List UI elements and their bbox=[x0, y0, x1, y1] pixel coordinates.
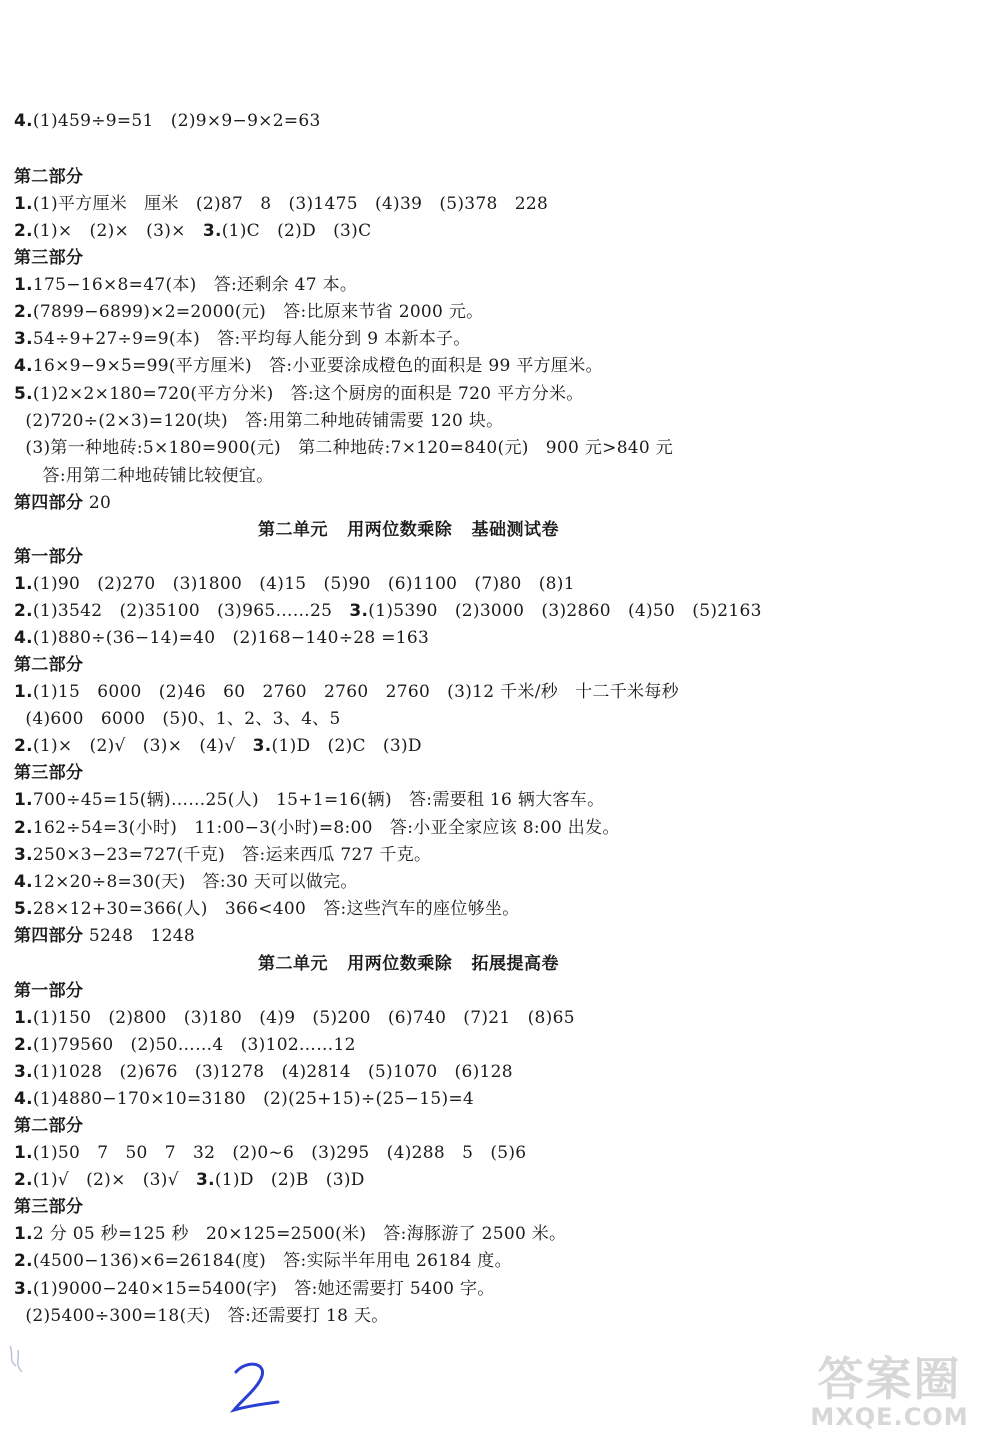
question-number: 1. bbox=[14, 1008, 33, 1028]
answer-line bbox=[14, 1305, 389, 1327]
answer-text: (1)√ (2)× (3)√ bbox=[32, 1170, 196, 1190]
answer-line bbox=[14, 437, 673, 459]
answer-line bbox=[14, 1142, 526, 1164]
part-heading-row bbox=[14, 492, 111, 514]
answer-text: (1)5390 (2)3000 (3)2860 (4)50 (5)2163 bbox=[368, 601, 762, 621]
answer-line bbox=[14, 789, 604, 811]
answer-text: (1)3542 (2)35100 (3)965……25 bbox=[32, 601, 350, 621]
watermark-bottom: MXQE.COM bbox=[810, 1403, 969, 1431]
part-heading-row bbox=[14, 925, 195, 947]
question-number: 4. bbox=[14, 872, 33, 892]
answer-text: (1)150 (2)800 (3)180 (4)9 (5)200 (6)740 (7)21 (8)65 bbox=[32, 1008, 575, 1028]
answer-text: (1)× (2)√ (3)× (4)√ bbox=[32, 736, 253, 756]
question-number: 1. bbox=[14, 1224, 33, 1244]
part-heading-row bbox=[14, 980, 83, 1002]
answer-text: (1)平方厘米 厘米 (2)87 8 (3)1475 (4)39 (5)378 228 bbox=[32, 194, 549, 214]
answer-text: (4)600 6000 (5)0、1、2、3、4、5 bbox=[14, 709, 341, 729]
part-heading: 第三部分 bbox=[14, 248, 84, 268]
question-number: 3. bbox=[349, 601, 369, 621]
answer-text: 54÷9+27÷9=9(本) 答:平均每人能分到 9 本新本子。 bbox=[32, 329, 471, 349]
answer-line bbox=[14, 735, 422, 757]
answer-line bbox=[14, 274, 357, 296]
question-number: 4. bbox=[14, 111, 33, 131]
answer-line bbox=[14, 573, 575, 595]
answer-line bbox=[14, 1034, 356, 1056]
answer-text: 28×12+30=366(人) 366<400 答:这些汽车的座位够坐。 bbox=[32, 899, 520, 919]
answer-text: (1)D (2)B (3)D bbox=[214, 1170, 365, 1190]
answer-line bbox=[14, 355, 603, 377]
answer-line bbox=[14, 383, 584, 405]
answer-text: 162÷54=3(小时) 11:00−3(小时)=8:00 答:小亚全家应该 8:00 出发。 bbox=[32, 818, 620, 838]
answer-text: (2)720÷(2×3)=120(块) 答:用第二种地砖铺需要 120 块。 bbox=[14, 411, 504, 431]
answer-text: 700÷45=15(辆)……25(人) 15+1=16(辆) 答:需要租 16 辆大客车。 bbox=[32, 790, 605, 810]
answer-line bbox=[14, 817, 620, 839]
answer-line bbox=[14, 328, 471, 350]
question-number: 3. bbox=[14, 1279, 33, 1299]
question-number: 3. bbox=[202, 221, 222, 241]
answer-text: (1)50 7 50 7 32 (2)0~6 (3)295 (4)288 5 (5)6 bbox=[32, 1143, 527, 1163]
question-number: 5. bbox=[14, 384, 33, 404]
answer-text: (1)79560 (2)50……4 (3)102……12 bbox=[32, 1035, 356, 1055]
question-number: 3. bbox=[14, 329, 33, 349]
answer-line bbox=[14, 1250, 512, 1272]
part-heading: 第二部分 bbox=[14, 655, 84, 675]
question-number: 1. bbox=[14, 574, 33, 594]
question-number: 2. bbox=[14, 302, 33, 322]
answer-line bbox=[14, 871, 358, 893]
question-number: 3. bbox=[195, 1170, 215, 1190]
section-title: 第二单元 用两位数乘除 拓展提高卷 bbox=[258, 954, 560, 974]
part-heading: 第一部分 bbox=[14, 547, 84, 567]
answer-text: 12×20÷8=30(天) 答:30 天可以做完。 bbox=[32, 872, 358, 892]
part-heading-row bbox=[14, 546, 83, 568]
part-heading-row bbox=[14, 1196, 83, 1218]
question-number: 1. bbox=[14, 275, 33, 295]
question-number: 2. bbox=[14, 818, 33, 838]
part-heading-row bbox=[14, 762, 83, 784]
answer-line bbox=[14, 301, 483, 323]
answer-line bbox=[14, 844, 431, 866]
answer-text: 16×9−9×5=99(平方厘米) 答:小亚要涂成橙色的面积是 99 平方厘米。 bbox=[32, 356, 603, 376]
part-heading: 第三部分 bbox=[14, 1197, 84, 1217]
part-heading: 第二部分 bbox=[14, 167, 84, 187]
answer-text: (1)C (2)D (3)C bbox=[221, 221, 372, 241]
part-heading: 第四部分 bbox=[14, 926, 84, 946]
question-number: 4. bbox=[14, 1089, 33, 1109]
question-number: 2. bbox=[14, 1035, 33, 1055]
part-heading: 第三部分 bbox=[14, 763, 84, 783]
answer-text: (4500−136)×6=26184(度) 答:实际半年用电 26184 度。 bbox=[32, 1251, 512, 1271]
part-heading-row bbox=[14, 1115, 83, 1137]
answer-text: (3)第一种地砖:5×180=900(元) 第二种地砖:7×120=840(元) 900 元>840 元 bbox=[14, 438, 674, 458]
question-number: 5. bbox=[14, 899, 33, 919]
question-number: 2. bbox=[14, 601, 33, 621]
question-number: 4. bbox=[14, 356, 33, 376]
answer-line bbox=[14, 193, 548, 215]
question-number: 3. bbox=[252, 736, 272, 756]
question-number: 1. bbox=[14, 682, 33, 702]
part-heading-row bbox=[14, 247, 83, 269]
handwritten-mark bbox=[228, 1358, 288, 1418]
answer-line bbox=[14, 898, 520, 920]
answer-line bbox=[14, 600, 762, 622]
answer-line bbox=[14, 220, 371, 242]
answer-text: (2)5400÷300=18(天) 答:还需要打 18 天。 bbox=[14, 1306, 389, 1326]
answer-line bbox=[14, 1007, 575, 1029]
answer-text: 175−16×8=47(本) 答:还剩余 47 本。 bbox=[32, 275, 358, 295]
answer-text: (1)× (2)× (3)× bbox=[32, 221, 203, 241]
watermark bbox=[787, 1354, 992, 1434]
answer-text: (1)15 6000 (2)46 60 2760 2760 2760 (3)12 千米/秒 十二千米每秒 bbox=[32, 682, 679, 702]
answer-text: (1)2×2×180=720(平方分米) 答:这个厨房的面积是 720 平方分米。 bbox=[32, 384, 584, 404]
question-number: 1. bbox=[14, 1143, 33, 1163]
question-number: 4. bbox=[14, 628, 33, 648]
part-heading: 第一部分 bbox=[14, 981, 84, 1001]
answer-line bbox=[14, 708, 341, 730]
answer-line bbox=[14, 110, 321, 132]
answer-line bbox=[14, 465, 273, 487]
answer-text: 20 bbox=[83, 493, 112, 513]
answer-line bbox=[14, 1088, 474, 1110]
part-heading-row bbox=[14, 654, 83, 676]
question-number: 2. bbox=[14, 1251, 33, 1271]
answer-text: (1)90 (2)270 (3)1800 (4)15 (5)90 (6)1100 (7)80 (8)1 bbox=[32, 574, 575, 594]
question-number: 3. bbox=[14, 845, 33, 865]
part-heading: 第二部分 bbox=[14, 1116, 84, 1136]
answer-text: 2 分 05 秒=125 秒 20×125=2500(米) 答:海豚游了 2500 米。 bbox=[32, 1224, 567, 1244]
answer-line bbox=[14, 1169, 365, 1191]
question-number: 2. bbox=[14, 221, 33, 241]
question-number: 1. bbox=[14, 194, 33, 214]
answer-text: (1)9000−240×15=5400(字) 答:她还需要打 5400 字。 bbox=[32, 1279, 495, 1299]
part-heading-row bbox=[14, 166, 83, 188]
question-number: 1. bbox=[14, 790, 33, 810]
answer-text: (7899−6899)×2=2000(元) 答:比原来节省 2000 元。 bbox=[32, 302, 484, 322]
answer-text: (1)1028 (2)676 (3)1278 (4)2814 (5)1070 (6)128 bbox=[32, 1062, 513, 1082]
answer-line bbox=[14, 1278, 495, 1300]
answer-line bbox=[14, 410, 503, 432]
part-heading: 第四部分 bbox=[14, 493, 84, 513]
answer-text: (1)459÷9=51 (2)9×9−9×2=63 bbox=[32, 111, 321, 131]
scan-smudge bbox=[4, 1340, 34, 1380]
answer-text: (1)4880−170×10=3180 (2)(25+15)÷(25−15)=4 bbox=[32, 1089, 475, 1109]
answer-line bbox=[14, 681, 679, 703]
question-number: 3. bbox=[14, 1062, 33, 1082]
answer-text: 答:用第二种地砖铺比较便宜。 bbox=[14, 466, 274, 486]
question-number: 2. bbox=[14, 736, 33, 756]
section-title: 第二单元 用两位数乘除 基础测试卷 bbox=[258, 520, 560, 540]
answer-line bbox=[14, 1223, 566, 1245]
answer-text: (1)D (2)C (3)D bbox=[271, 736, 422, 756]
watermark-top: 答案圈 bbox=[817, 1352, 962, 1406]
answer-text: 250×3−23=727(千克) 答:运来西瓜 727 千克。 bbox=[32, 845, 432, 865]
answer-text: (1)880÷(36−14)=40 (2)168−140÷28 =163 bbox=[32, 628, 430, 648]
answer-line bbox=[14, 627, 429, 649]
answer-line bbox=[14, 1061, 513, 1083]
question-number: 2. bbox=[14, 1170, 33, 1190]
answer-text: 5248 1248 bbox=[83, 926, 195, 946]
